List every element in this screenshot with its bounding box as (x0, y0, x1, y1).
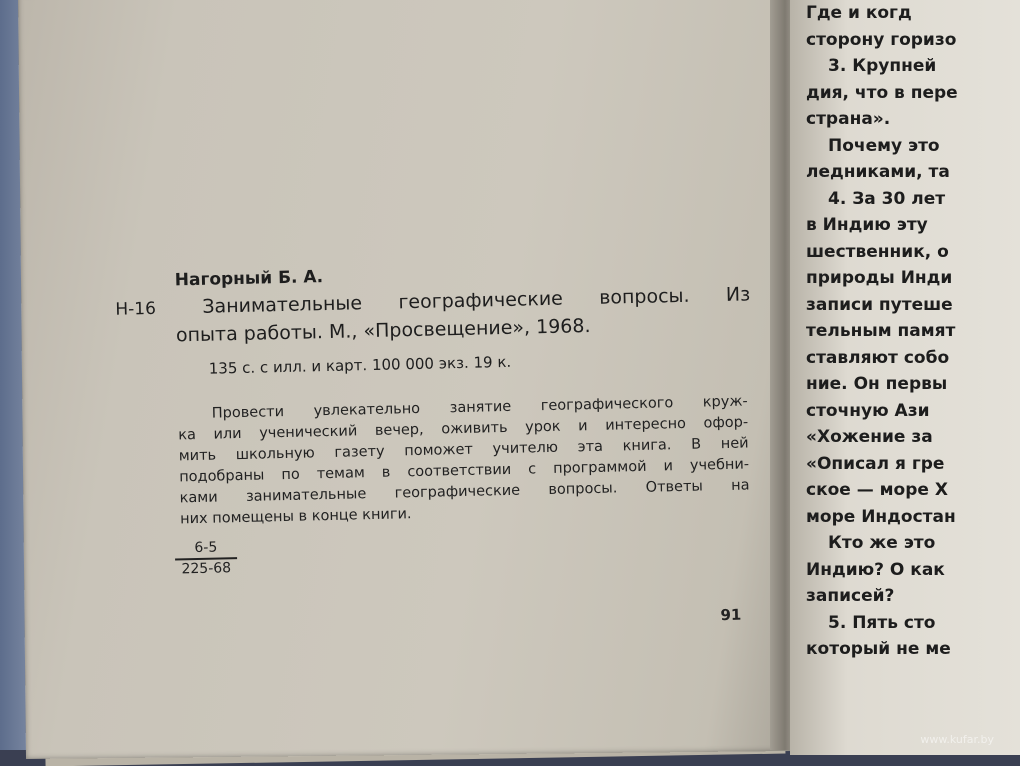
index-code: Н-16 (115, 298, 157, 320)
annotation-line: ка или ученический вечер, оживить урок и интересно офор- (178, 414, 749, 444)
right-page-line: Индию? О как (806, 559, 945, 580)
right-page-line: ставляют собо (806, 347, 950, 368)
book-title-line-1: Занимательные географические вопросы. Из (202, 283, 751, 318)
right-page-line: который не ме (806, 639, 951, 659)
right-page-line: записи путеше (806, 294, 953, 315)
right-page-line: записей? (806, 586, 895, 606)
right-page-line: сторону горизо (806, 29, 957, 50)
right-page-line: дия, что в пере (806, 82, 958, 103)
fraction-denominator: 225-68 (181, 560, 232, 578)
right-page-line: природы Инди (806, 268, 953, 288)
right-page-line: сточную Ази (806, 400, 930, 421)
right-page-line: Кто же это (828, 533, 936, 553)
right-page-line: 5. Пять сто (828, 612, 936, 633)
annotation-line: Провести увлекательно занятие географического круж- (211, 393, 748, 422)
right-page-line: море Индостан (806, 506, 956, 527)
right-page-line: ское — море Х (806, 480, 948, 500)
page-number: 91 (720, 605, 742, 625)
annotation-line: ками занимательные географические вопросы. Ответы на (179, 477, 750, 507)
annotation-line: них помещены в конце книги. (180, 506, 412, 528)
annotation-paragraph (178, 391, 751, 530)
right-page-line: ледниками, та (806, 162, 950, 182)
right-page-line: ние. Он первы (806, 374, 948, 394)
watermark: www.kufar.by (920, 733, 994, 746)
annotation-line: мить школьную газету поможет учителю эта книга. В ней (178, 435, 749, 465)
right-page-line: «Описал я гре (806, 453, 945, 474)
right-page-line: в Индию эту (806, 215, 928, 235)
right-page-line: 4. За 30 лет (828, 188, 946, 209)
right-page-line: Почему это (828, 135, 940, 156)
fraction-numerator: 6-5 (175, 539, 237, 560)
right-page-line: шественник, о (806, 241, 949, 262)
right-page-line: страна». (806, 109, 891, 129)
author-name: Нагорный Б. А. (174, 267, 324, 291)
book-title-line-2: опыта работы. М., «Просвещение», 1968. (175, 315, 591, 347)
right-page-line: 3. Крупней (828, 56, 937, 76)
right-page-line: «Хожение за (806, 427, 933, 447)
publication-info: 135 с. с илл. и карт. 100 000 экз. 19 к. (208, 352, 512, 378)
catalog-fraction (175, 539, 238, 577)
right-page-line: Где и когд (806, 3, 912, 23)
right-page-line: тельным памят (806, 321, 956, 341)
annotation-line: подобраны по темам в соответствии с программой и учебни- (179, 456, 750, 486)
